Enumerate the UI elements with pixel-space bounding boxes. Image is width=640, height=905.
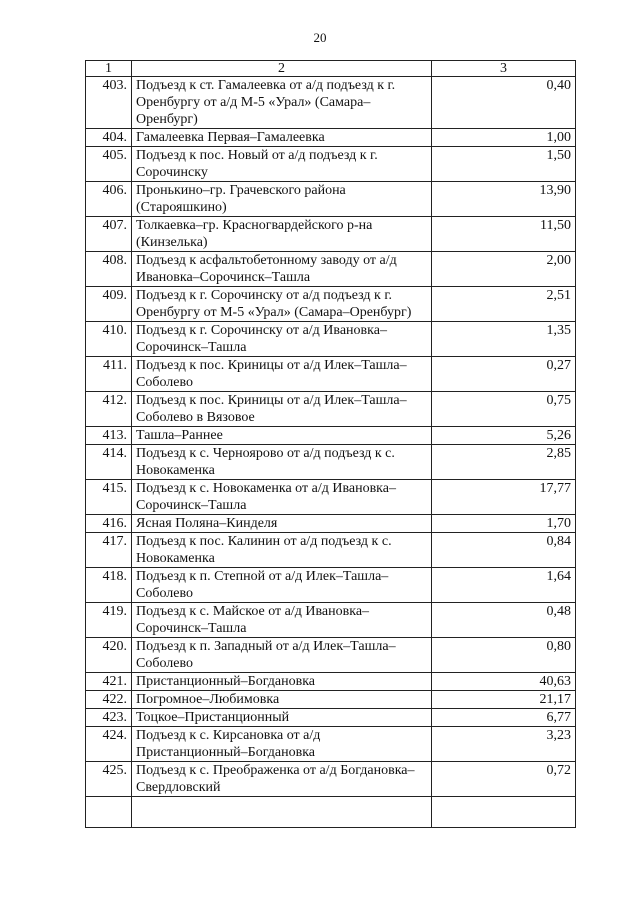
table-row: [86, 533, 576, 568]
row-number: 416.: [86, 515, 132, 533]
road-length: 1,35: [432, 322, 576, 357]
road-length: 1,70: [432, 515, 576, 533]
table-row: [86, 287, 576, 322]
road-name: Подъезд к г. Сорочинску от а/д подъезд к г. Оренбургу от М-5 «Урал» (Самара–Оренбург): [132, 287, 432, 322]
road-length: 40,63: [432, 673, 576, 691]
road-name: Подъезд к с. Майское от а/д Ивановка–Сорочинск–Ташла: [132, 603, 432, 638]
road-name: Ташла–Раннее: [132, 427, 432, 445]
road-length: 1,50: [432, 147, 576, 182]
table-row: [86, 129, 576, 147]
row-number: 425.: [86, 762, 132, 797]
row-number: 424.: [86, 727, 132, 762]
row-number: 409.: [86, 287, 132, 322]
road-length: 17,77: [432, 480, 576, 515]
road-name: Подъезд к ст. Гамалеевка от а/д подъезд к г. Оренбургу от а/д М-5 «Урал» (Самара–Оренбург): [132, 77, 432, 129]
road-name: Подъезд к пос. Криницы от а/д Илек–Ташла–Соболево: [132, 357, 432, 392]
empty-cell: [432, 797, 576, 828]
row-number: 403.: [86, 77, 132, 129]
table-row: [86, 252, 576, 287]
road-length: 2,00: [432, 252, 576, 287]
table-row: [86, 147, 576, 182]
header-col-2: 2: [132, 61, 432, 77]
row-number: 419.: [86, 603, 132, 638]
row-number: 407.: [86, 217, 132, 252]
table-row: [86, 357, 576, 392]
row-number: 414.: [86, 445, 132, 480]
table-row: [86, 515, 576, 533]
road-name: Пристанционный–Богдановка: [132, 673, 432, 691]
table-row: [86, 217, 576, 252]
road-name: Подъезд к пос. Калинин от а/д подъезд к с. Новокаменка: [132, 533, 432, 568]
road-length: 0,84: [432, 533, 576, 568]
row-number: 404.: [86, 129, 132, 147]
road-length: 6,77: [432, 709, 576, 727]
table-row: [86, 322, 576, 357]
row-number: 412.: [86, 392, 132, 427]
road-length: 1,00: [432, 129, 576, 147]
road-length: 0,48: [432, 603, 576, 638]
table-row: [86, 603, 576, 638]
table-row: [86, 638, 576, 673]
row-number: 405.: [86, 147, 132, 182]
row-number: 411.: [86, 357, 132, 392]
row-number: 421.: [86, 673, 132, 691]
road-length: 0,75: [432, 392, 576, 427]
table-row: [86, 727, 576, 762]
road-length: 0,27: [432, 357, 576, 392]
row-number: 422.: [86, 691, 132, 709]
empty-cell: [132, 797, 432, 828]
road-name: Погромное–Любимовка: [132, 691, 432, 709]
table-row: [86, 392, 576, 427]
row-number: 406.: [86, 182, 132, 217]
road-length: 11,50: [432, 217, 576, 252]
row-number: 408.: [86, 252, 132, 287]
road-name: Подъезд к асфальтобетонному заводу от а/д Ивановка–Сорочинск–Ташла: [132, 252, 432, 287]
road-name: Подъезд к п. Западный от а/д Илек–Ташла–Соболево: [132, 638, 432, 673]
road-name: Ясная Поляна–Кинделя: [132, 515, 432, 533]
table-row: [86, 427, 576, 445]
road-length: 1,64: [432, 568, 576, 603]
header-col-3: 3: [432, 61, 576, 77]
road-length: 13,90: [432, 182, 576, 217]
road-length: 0,40: [432, 77, 576, 129]
road-name: Подъезд к пос. Новый от а/д подъезд к г. Сорочинску: [132, 147, 432, 182]
page-number: 20: [313, 30, 327, 45]
road-name: Подъезд к с. Кирсановка от а/д Пристанционный–Богдановка: [132, 727, 432, 762]
table-header-row: [86, 61, 576, 77]
table-row: [86, 691, 576, 709]
row-number: 410.: [86, 322, 132, 357]
road-name: Тоцкое–Пристанционный: [132, 709, 432, 727]
road-length: 0,80: [432, 638, 576, 673]
row-number: 417.: [86, 533, 132, 568]
table-row: [86, 480, 576, 515]
road-name: Подъезд к п. Степной от а/д Илек–Ташла–Соболево: [132, 568, 432, 603]
table-row: [86, 673, 576, 691]
table-row: [86, 182, 576, 217]
road-name: Гамалеевка Первая–Гамалеевка: [132, 129, 432, 147]
road-length: 2,51: [432, 287, 576, 322]
road-name: Толкаевка–гр. Красногвардейского р-на (Кинзелька): [132, 217, 432, 252]
road-length: 5,26: [432, 427, 576, 445]
road-name: Подъезд к с. Преображенка от а/д Богдановка–Свердловский: [132, 762, 432, 797]
row-number: 413.: [86, 427, 132, 445]
table-row: [86, 445, 576, 480]
table-row: [86, 709, 576, 727]
table-filler-row: [86, 797, 576, 828]
row-number: 415.: [86, 480, 132, 515]
road-name: Подъезд к с. Чернояровo от а/д подъезд к с. Новокаменка: [132, 445, 432, 480]
road-length: 21,17: [432, 691, 576, 709]
table-row: [86, 568, 576, 603]
roads-table: [85, 60, 576, 828]
road-length: 3,23: [432, 727, 576, 762]
table-row: [86, 77, 576, 129]
road-name: Подъезд к пос. Криницы от а/д Илек–Ташла–Соболево в Вязовое: [132, 392, 432, 427]
row-number: 423.: [86, 709, 132, 727]
road-name: Пронькино–гр. Грачевского района (Старояшкино): [132, 182, 432, 217]
header-col-1: 1: [86, 61, 132, 77]
table-row: [86, 762, 576, 797]
row-number: 420.: [86, 638, 132, 673]
road-name: Подъезд к с. Новокаменка от а/д Ивановка–Сорочинск–Ташла: [132, 480, 432, 515]
row-number: 418.: [86, 568, 132, 603]
empty-cell: [86, 797, 132, 828]
road-name: Подъезд к г. Сорочинску от а/д Ивановка–Сорочинск–Ташла: [132, 322, 432, 357]
road-length: 2,85: [432, 445, 576, 480]
road-length: 0,72: [432, 762, 576, 797]
